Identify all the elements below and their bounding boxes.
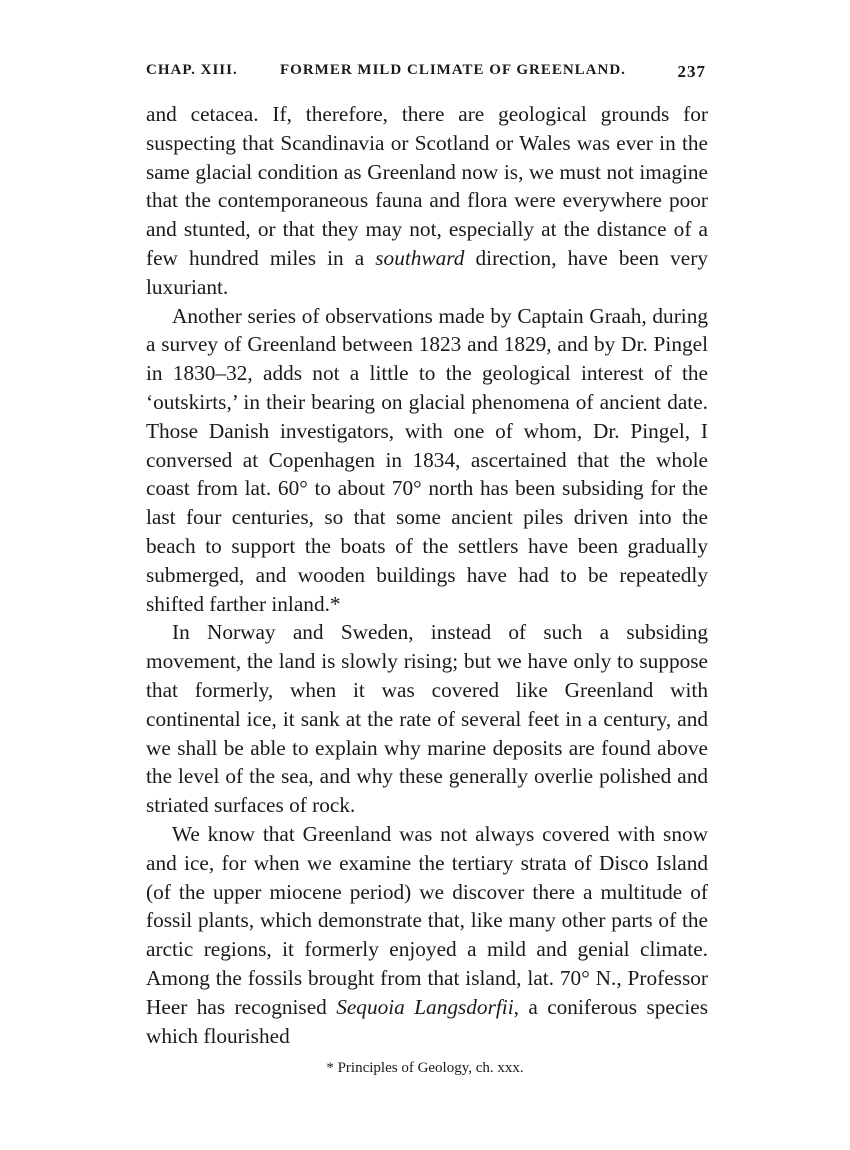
paragraph-1: and cetacea. If, therefore, there are geological grounds for suspecting that Scandinavia or Scotland or Wales was ever in the same glacial condition as Greenland now is, we must not imagine that the contemporaneous fauna and flora were everywhere poor and stunted, or that they may not, especially at the distance of a few hundred miles in a southward direction, have been very luxuriant.	[146, 102, 708, 299]
body-text	[146, 100, 708, 1050]
running-header	[146, 62, 706, 86]
paragraph-2: Another series of observations made by Captain Graah, during a survey of Greenland between 1823 and 1829, and by Dr. Pingel in 1830–32, adds not a little to the geological interest of the ‘outskirts,’ in their bearing on glacial phenomena of ancient date. Those Danish investigators, with one of whom, Dr. Pingel, I conversed at Copenhagen in 1834, ascertained that the whole coast from lat. 60° to about 70° north has been subsiding for the last four centuries, so that some ancient piles driven into the beach to support the boats of the settlers have been gradually submerged, and wooden buildings have had to be repeatedly shifted farther inland.*	[146, 303, 708, 616]
page-number: 237	[677, 62, 706, 81]
paragraph-4: We know that Greenland was not always covered with snow and ice, for when we examine the tertiary strata of Disco Island (of the upper miocene period) we discover there a multitude of fossil plants, which demonstrate that, like many other parts of the arctic regions, it formerly enjoyed a mild and genial climate. Among the fossils brought from that island, lat. 70° N., Professor Heer has recognised Sequoia Langsdorfii, a coniferous species which flourished	[146, 821, 708, 1048]
footnote: * Principles of Geology, ch. xxx.	[326, 1060, 524, 1076]
chapter-label: CHAP. XIII.	[146, 62, 238, 78]
paragraph-3: In Norway and Sweden, instead of such a subsiding movement, the land is slowly rising; but we have only to suppose that formerly, when it was covered like Greenland with continental ice, it sank at the rate of several feet in a century, and we shall be able to explain why marine deposits are found above the level of the sea, and why these generally overlie polished and striated surfaces of rock.	[146, 620, 708, 818]
running-title: FORMER MILD CLIMATE OF GREENLAND.	[280, 62, 626, 78]
